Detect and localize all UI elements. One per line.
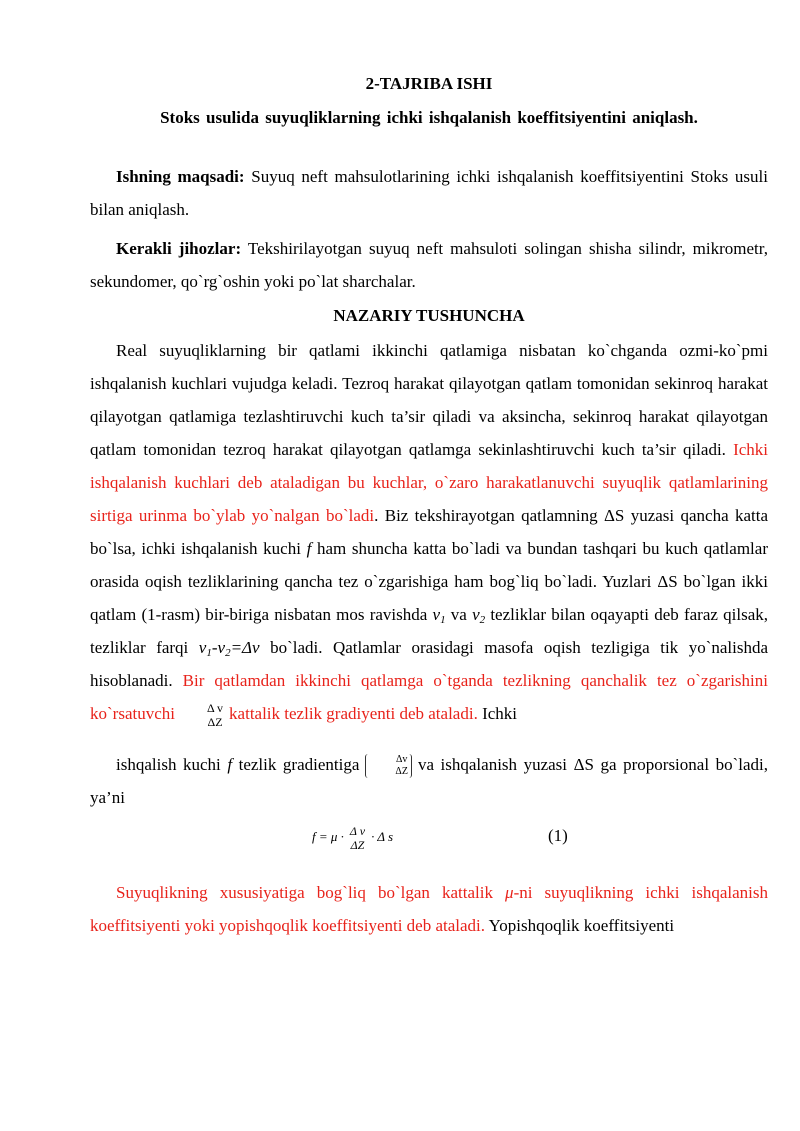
fraction-denominator: ΔZ — [395, 766, 408, 778]
formula-rhs: · Δ s — [371, 828, 394, 844]
velocity-v1 — [433, 605, 446, 624]
theory-text-2: Biz tekshirayotgan qatlamning ΔS yuzasi qancha katta bo`lsa, ichki ishqalanish kuchi — [90, 506, 769, 558]
goal-paragraph — [90, 160, 768, 226]
definition-paragraph — [90, 876, 768, 942]
formula-lhs: f = μ · — [312, 828, 344, 844]
fraction-denominator: ΔZ — [350, 838, 365, 852]
fraction-numerator: Δ v — [206, 701, 224, 716]
goal-label: Ishning maqsadi: — [116, 167, 245, 186]
force-symbol: f — [227, 755, 233, 774]
v-letter: v — [472, 605, 480, 624]
page-subtitle: Stoks usulida suyuqliklarning ichki ishqalanish koeffitsiyentini aniqlash. — [160, 108, 698, 127]
and-word: va — [445, 605, 473, 624]
theory-text-4: tezliklar bilan oqayapti deb faraz qilsak, tezliklar farqi — [90, 605, 768, 657]
document-page — [90, 72, 768, 942]
definition-red-text-1: Suyuqlikning xususiyatiga bog`liq bo`lgan kattalik — [116, 883, 506, 902]
fraction-numerator: Δv — [395, 754, 408, 766]
formula-fraction — [350, 824, 365, 852]
theory-red-text-3: kattalik tezlik gradiyenti deb ataladi. — [229, 704, 478, 723]
bracket-gradient-fraction — [365, 754, 412, 778]
subscript-2: 2 — [225, 647, 231, 659]
section-title: NAZARIY TUSHUNCHA — [333, 306, 525, 325]
theory-period: . — [374, 506, 379, 525]
v-letter: v — [432, 605, 441, 624]
v-letter: v — [198, 638, 207, 657]
equipment-text: Tekshirilayotgan suyuq neft mahsuloti solingan shisha silindr, mikrometr, sekundomer, qo`rg`oshin yoki po`lat sharchalar. — [90, 239, 768, 291]
velocity-difference — [199, 638, 260, 657]
theory-text-1: Real suyuqliklarning bir qatlami ikkinchi qatlamiga nisbatan ko`chganda ozmi-ko`pmi ishqalanish kuchlari vujudga keladi. Tezroq harakat qilayotgan qatlam tomonidan sekinroq harakat qilayotgan qatlamiga tezlashtiruvchi kuch ta’sir qiladi va aksincha, sekinroq harakat qilayotgan qatlam tomonidan tezroq harakat qilayotgan qatlamga sekinlashtiruvchi kuch ta’sir qiladi. — [90, 341, 768, 459]
page-title: 2-TAJRIBA ISHI — [365, 74, 493, 93]
subscript-1: 1 — [440, 614, 446, 626]
definition-text: Yopishqoqlik koeffitsiyenti — [485, 916, 675, 935]
fraction-numerator: Δ v — [349, 824, 366, 838]
formula-expression — [312, 824, 393, 852]
subscript-2: 2 — [479, 614, 486, 626]
theory-paragraph — [90, 334, 768, 730]
goal-text: Suyuq neft mahsulotlarining ichki ishqalanish koeffitsiyentini Stoks usuli bilan aniqlash. — [90, 167, 768, 219]
v-letter: v — [217, 638, 226, 657]
fraction-denominator: ΔZ — [207, 715, 223, 730]
minus-sign: - — [211, 638, 218, 657]
mu-symbol: μ — [505, 883, 514, 902]
proportional-text-2: tezlik gradientiga — [232, 755, 360, 774]
equipment-label: Kerakli jihozlar: — [116, 239, 242, 258]
theory-text-3: ham shuncha katta bo`ladi va bundan tashqari bu kuch qatlamlar orasida oqish tezliklarining qancha tez o`zgarishiga ham bog`liq bo`ladi. Yuzlari ΔS bo`lgan ikki qatlam (1-rasm) bir-biriga nisbatan mos ravishda — [90, 539, 768, 624]
equipment-paragraph — [90, 232, 768, 298]
force-symbol: f — [306, 539, 312, 558]
theory-text-6: Ichki — [477, 704, 518, 723]
proportional-text-1: ishqalish kuchi — [116, 755, 228, 774]
theory-red-text-2: Bir qatlamdan ikkinchi qatlamga o`tganda tezlikning qanchalik tez o`zgarishini ko`rsatuvchi — [90, 671, 768, 723]
theory-text-5: bo`ladi. Qatlamlar orasidagi masofa oqish tezligiga tik yo`nalishda hisoblanadi. — [90, 638, 769, 690]
formula-1 — [90, 814, 768, 870]
proportional-text-3: va ishqalanish yuzasi ΔS ga proporsional bo`ladi, ya’ni — [90, 755, 769, 807]
definition-red-text-2: -ni suyuqlikning ichki ishqalanish koeffitsiyenti yoki yopishqoqlik koeffitsiyenti deb ataladi. — [90, 883, 768, 935]
gradient-fraction — [181, 701, 223, 729]
proportional-paragraph — [90, 748, 768, 814]
subscript-1: 1 — [206, 647, 212, 659]
formula-number: (1) — [548, 826, 568, 845]
velocity-v2 — [472, 605, 485, 624]
delta-v: =Δv — [230, 638, 260, 657]
theory-red-text-1: Ichki ishqalanish kuchlari deb ataladigan bu kuchlar, o`zaro harakatlanuvchi suyuqlik qatlamlarining sirtiga urinma bo`ylab yo`nalgan bo`ladi — [90, 440, 768, 525]
